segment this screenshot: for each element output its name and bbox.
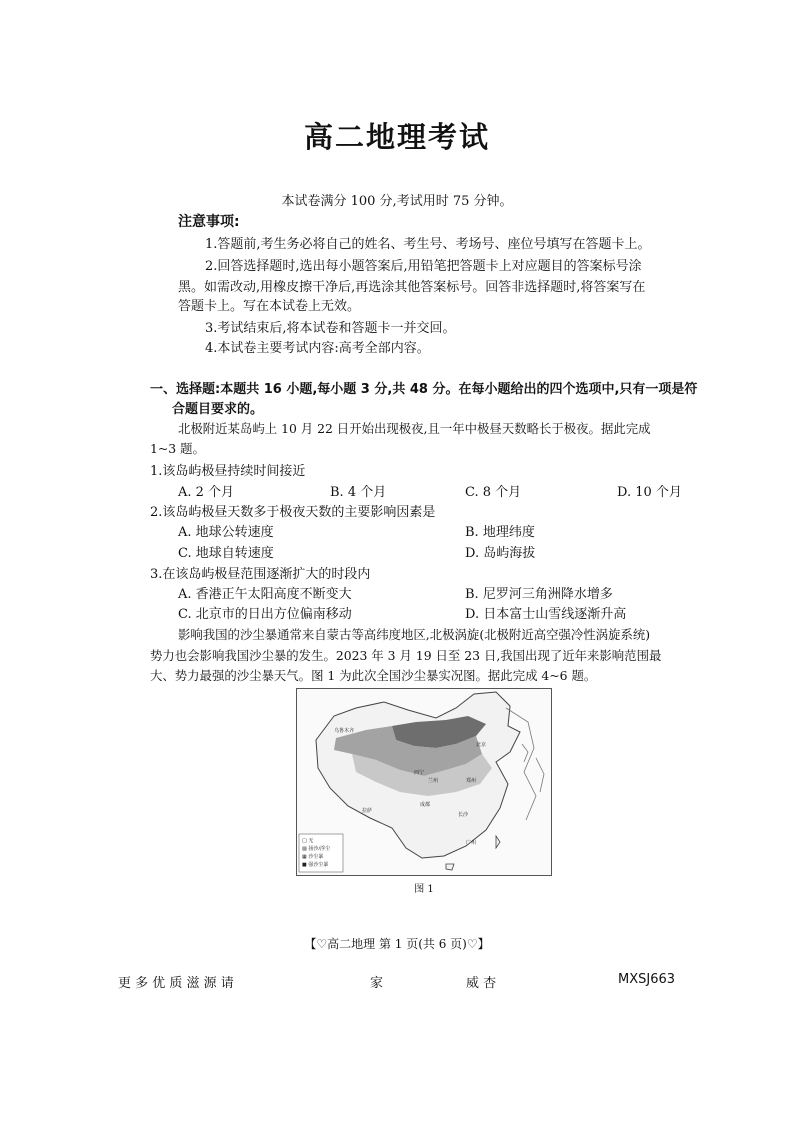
map-legend-item-dust-storm: ▦ 沙尘暴 bbox=[302, 854, 324, 860]
question-2-stem: 2.该岛屿极昼天数多于极夜天数的主要影响因素是 bbox=[150, 505, 436, 520]
map-label-guangzhou: 广州 bbox=[466, 840, 477, 846]
notice-line-2b: 黑。如需改动,用橡皮擦干净后,再选涂其他答案标号。回答非选择题时,将答案写在 bbox=[178, 280, 646, 295]
question-2-option-d: D. 岛屿海拔 bbox=[465, 546, 536, 561]
map-label-lhasa: 拉萨 bbox=[362, 808, 373, 814]
notice-line-1: 1.答题前,考生务必将自己的姓名、考生号、考场号、座位号填写在答题卡上。 bbox=[205, 237, 651, 252]
map-label-xining: 西宁 bbox=[414, 770, 425, 776]
notice-line-4: 4.本试卷主要考试内容:高考全部内容。 bbox=[205, 341, 430, 356]
map-legend-item-floating-dust: ▨ 扬沙/浮尘 bbox=[302, 846, 330, 852]
bottom-text-center-2: 威 杏 bbox=[466, 976, 497, 991]
document-code: MXSJ663 bbox=[618, 972, 676, 987]
question-1-option-a: A. 2 个月 bbox=[178, 485, 235, 500]
map-legend-item-strong-dust-storm: ■ 强沙尘暴 bbox=[302, 862, 329, 868]
section-heading-line-1: 一、选择题:本题共 16 小题,每小题 3 分,共 48 分。在每小题给出的四个选项中,只有一项是符 bbox=[150, 382, 698, 397]
map-legend-item-none: □ 无 bbox=[302, 838, 314, 844]
map-label-urumqi: 乌鲁木齐 bbox=[334, 728, 355, 734]
section-heading-line-2: 合题目要求的。 bbox=[172, 402, 264, 417]
question-2-option-a: A. 地球公转速度 bbox=[178, 525, 274, 540]
question-2-option-c: C. 地球自转速度 bbox=[178, 546, 274, 561]
question-2-option-b: B. 地理纬度 bbox=[465, 525, 535, 540]
question-3-option-d: D. 日本富士山雪线逐渐升高 bbox=[465, 607, 627, 622]
question-1-stem: 1.该岛屿极昼持续时间接近 bbox=[150, 464, 306, 479]
bottom-text-center-1: 家 bbox=[370, 976, 384, 991]
map-label-zhengzhou: 郑州 bbox=[466, 778, 477, 784]
question-3-option-a: A. 香港正午太阳高度不断变大 bbox=[178, 587, 352, 602]
notice-line-2c: 答题卡上。写在本试卷上无效。 bbox=[178, 299, 361, 314]
question-1-option-d: D. 10 个月 bbox=[617, 485, 682, 500]
notice-heading: 注意事项: bbox=[178, 214, 240, 230]
material-1-line-1: 北极附近某岛屿上 10 月 22 日开始出现极夜,且一年中极昼天数略长于极夜。据此完成 bbox=[178, 421, 651, 436]
map-label-chengdu: 成都 bbox=[420, 802, 431, 808]
page-title: 高二地理考试 bbox=[303, 120, 490, 154]
question-3-option-b: B. 尼罗河三角洲降水增多 bbox=[465, 587, 613, 602]
question-1-option-c: C. 8 个月 bbox=[465, 485, 522, 500]
question-3-option-c: C. 北京市的日出方位偏南移动 bbox=[178, 607, 352, 622]
figure-caption: 图 1 bbox=[414, 884, 434, 895]
material-2-line-3: 大、势力最强的沙尘暴天气。图 1 为此次全国沙尘暴实况图。据此完成 4~6 题。 bbox=[150, 668, 597, 683]
notice-line-2a: 2.回答选择题时,选出每小题答案后,用铅笔把答题卡上对应题目的答案标号涂 bbox=[205, 259, 642, 274]
page-footer: 【♡高二地理 第 1 页(共 6 页)♡】 bbox=[304, 937, 490, 951]
material-2-line-1: 影响我国的沙尘暴通常来自蒙古等高纬度地区,北极涡旋(北极附近高空强冷性涡旋系统) bbox=[178, 627, 651, 642]
bottom-text-left: 更 多 优 质 滋 源 请 bbox=[118, 976, 234, 991]
material-2-line-2: 势力也会影响我国沙尘暴的发生。2023 年 3 月 19 日至 23 日,我国出现了近年来影响范围最 bbox=[150, 648, 662, 663]
question-3-stem: 3.在该岛屿极昼范围逐渐扩大的时段内 bbox=[150, 567, 371, 582]
map-label-changsha: 长沙 bbox=[458, 812, 469, 818]
exam-subtitle: 本试卷满分 100 分,考试用时 75 分钟。 bbox=[281, 194, 513, 209]
notice-line-3: 3.考试结束后,将本试卷和答题卡一并交回。 bbox=[205, 321, 456, 336]
question-1-option-b: B. 4 个月 bbox=[330, 485, 387, 500]
material-1-line-2: 1~3 题。 bbox=[150, 441, 205, 456]
map-label-lanzhou: 兰州 bbox=[428, 778, 439, 784]
sandstorm-map bbox=[296, 688, 552, 876]
map-label-beijing: 北京 bbox=[476, 742, 487, 748]
